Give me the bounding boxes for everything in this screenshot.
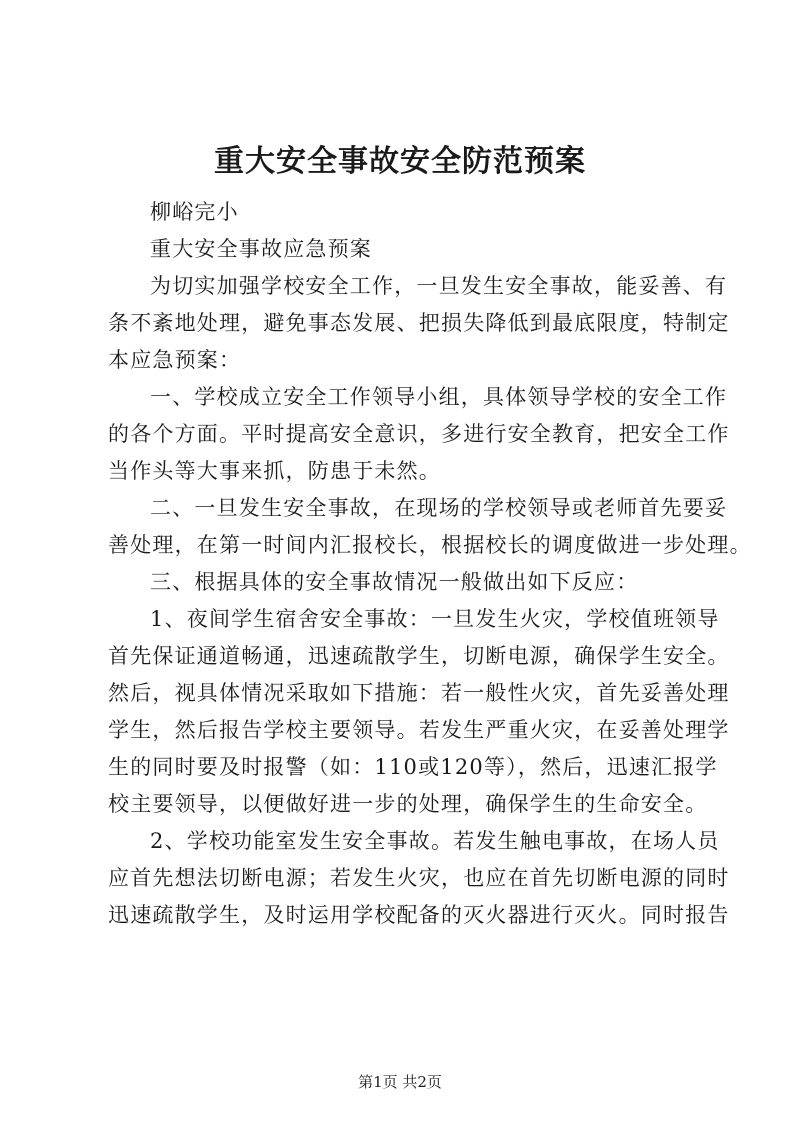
paragraph-line: 应首先想法切断电源；若发生火灾，也应在首先切断电源的同时 [108,866,730,890]
paragraph-line: 的各个方面。平时提高安全意识，多进行安全教育，把安全工作 [108,422,730,446]
paragraph-section-2 [108,490,752,564]
paragraph-line: 学生，然后报告学校主要领导。若发生严重火灾，在妥善处理学 [108,718,730,742]
paragraph-line: 迅速疏散学生，及时运用学校配备的灭火器进行灭火。同时报告 [108,903,730,927]
paragraph-section-3 [108,564,702,601]
paragraph-line: 二、一旦发生安全事故，在现场的学校领导或老师首先要妥 [150,496,728,520]
subtitle-line: 重大安全事故应急预案 [150,237,372,261]
paragraph-line: 1、夜间学生宿舍安全事故：一旦发生火灾，学校值班领导 [150,607,720,631]
paragraph-line: 首先保证通道畅通，迅速疏散学生，切断电源，确保学生安全。 [108,644,730,668]
paragraph-line: 一、学校成立安全工作领导小组，具体领导学校的安全工作 [150,385,728,409]
paragraph-line: 生的同时要及时报警（如：110或120等），然后，迅速汇报学 [108,755,718,779]
paragraph-line: 条不紊地处理，避免事态发展、把损失降低到最底限度，特制定 [108,311,730,335]
author-line: 柳峪完小 [150,200,239,224]
paragraph-line: 当作头等大事来抓，防患于未然。 [108,459,441,483]
document-body [108,194,752,934]
paragraph-line: 2、学校功能室发生安全事故。若发生触电事故，在场人员 [150,829,720,853]
paragraph-intro [108,268,730,379]
paragraph-line: 本应急预案： [108,348,242,372]
paragraph-item-1 [108,601,730,823]
paragraph-line: 善处理，在第一时间内汇报校长，根据校长的调度做进一步处理。 [108,533,752,557]
paragraph-item-2 [108,823,730,934]
paragraph-line: 校主要领导，以便做好进一步的处理，确保学生的生命安全。 [108,792,708,816]
page-footer: 第1页 共2页 [358,1073,442,1091]
paragraph-section-1 [108,379,730,490]
document-title: 重大安全事故安全防范预案 [214,144,586,179]
paragraph-line: 然后，视具体情况采取如下措施：若一般性火灾，首先妥善处理 [108,681,730,705]
paragraph-line: 为切实加强学校安全工作，一旦发生安全事故，能妥善、有 [150,274,728,298]
paragraph-line: 三、根据具体的安全事故情况一般做出如下反应： [150,570,639,594]
